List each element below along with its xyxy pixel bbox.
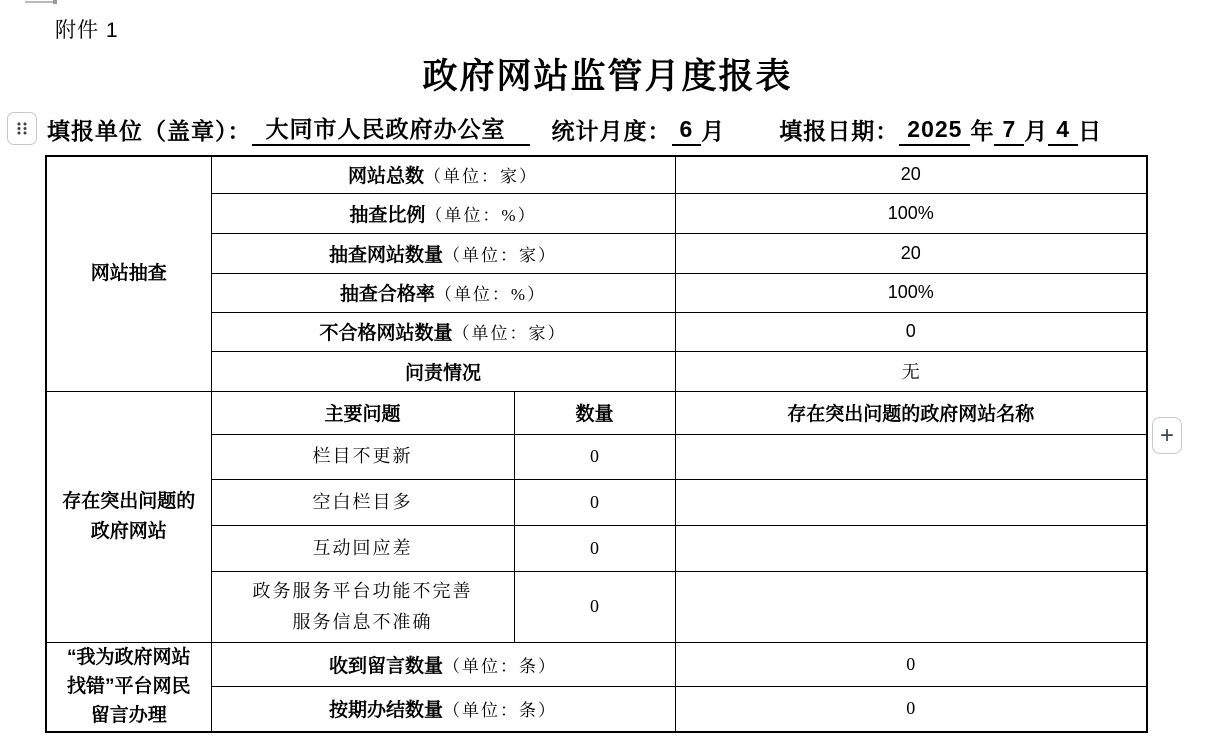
problem-cell: 栏目不更新 [211,434,514,479]
stat-month-label: 统计月度： [551,118,672,144]
page-title: 政府网站监管月度报表 [422,57,793,96]
fill-unit-label: 填报单位（盖章）： [47,118,252,144]
fill-date-day[interactable]: 4 [1048,114,1078,146]
row-label: 网站总数（单位：家） [211,156,675,193]
row-label: 抽查合格率（单位：%） [211,273,675,312]
count-cell[interactable]: 0 [514,571,675,642]
row-value[interactable]: 20 [675,156,1147,193]
table-row [46,434,1147,479]
report-meta-line [47,114,1102,146]
fill-unit-value[interactable]: 大同市人民政府办公室 [252,114,530,146]
count-cell[interactable]: 0 [514,525,675,571]
count-cell[interactable]: 0 [514,479,675,525]
column-header-count: 数量 [514,391,675,434]
stat-month-value[interactable]: 6 [672,114,702,146]
fill-date-label: 填报日期： [779,118,900,144]
section-feedback-title: “我为政府网站 找错”平台网民 留言办理 [46,642,211,732]
count-cell[interactable]: 0 [514,434,675,479]
row-value[interactable]: 无 [675,351,1147,391]
stat-month-unit: 月 [701,118,726,144]
table-row [46,193,1147,233]
table-row [46,686,1147,731]
problem-cell: 空白栏目多 [211,479,514,525]
row-value[interactable]: 100% [675,193,1147,233]
column-header-problem: 主要问题 [211,391,514,434]
column-header-sites: 存在突出问题的政府网站名称 [675,391,1147,434]
row-value[interactable]: 0 [675,686,1147,731]
table-row [46,312,1147,351]
problem-cell: 互动回应差 [211,525,514,571]
row-label: 抽查比例（单位：%） [211,193,675,233]
sites-cell[interactable] [675,525,1147,571]
row-label: 抽查网站数量（单位：家） [211,233,675,273]
row-value[interactable]: 0 [675,642,1147,686]
sites-cell[interactable] [675,479,1147,525]
section-problem-sites-title: 存在突出问题的 政府网站 [46,391,211,642]
table-row [46,642,1147,686]
table-row [46,233,1147,273]
fill-date-year-unit: 年 [970,118,995,144]
sites-cell[interactable] [675,571,1147,642]
table-row [46,525,1147,571]
fill-date-year[interactable]: 2025 [899,114,970,146]
row-label: 收到留言数量（单位：条） [211,642,675,686]
report-table [45,155,1148,733]
drag-handle-button[interactable] [7,112,37,145]
row-label: 按期办结数量（单位：条） [211,686,675,731]
table-row [46,351,1147,391]
table-row [46,273,1147,312]
problem-cell: 政务服务平台功能不完善 服务信息不准确 [211,571,514,642]
table-row [46,479,1147,525]
fill-date-month[interactable]: 7 [994,114,1024,146]
attachment-label: 附件 1 [55,19,119,42]
table-row [46,391,1147,434]
grip-dots-icon [16,121,28,136]
row-label: 问责情况 [211,351,675,391]
fill-date-month-unit: 月 [1024,118,1049,144]
table-row [46,571,1147,642]
table-row [46,156,1147,193]
row-label: 不合格网站数量（单位：家） [211,312,675,351]
plus-icon: + [1159,421,1174,449]
row-value[interactable]: 0 [675,312,1147,351]
sites-cell[interactable] [675,434,1147,479]
row-value[interactable]: 20 [675,233,1147,273]
fill-date-day-unit: 日 [1078,118,1103,144]
add-row-button[interactable] [1152,417,1182,454]
section-site-check-title: 网站抽查 [46,156,211,391]
row-value[interactable]: 100% [675,273,1147,312]
clipped-ui-artifact [25,1,57,3]
